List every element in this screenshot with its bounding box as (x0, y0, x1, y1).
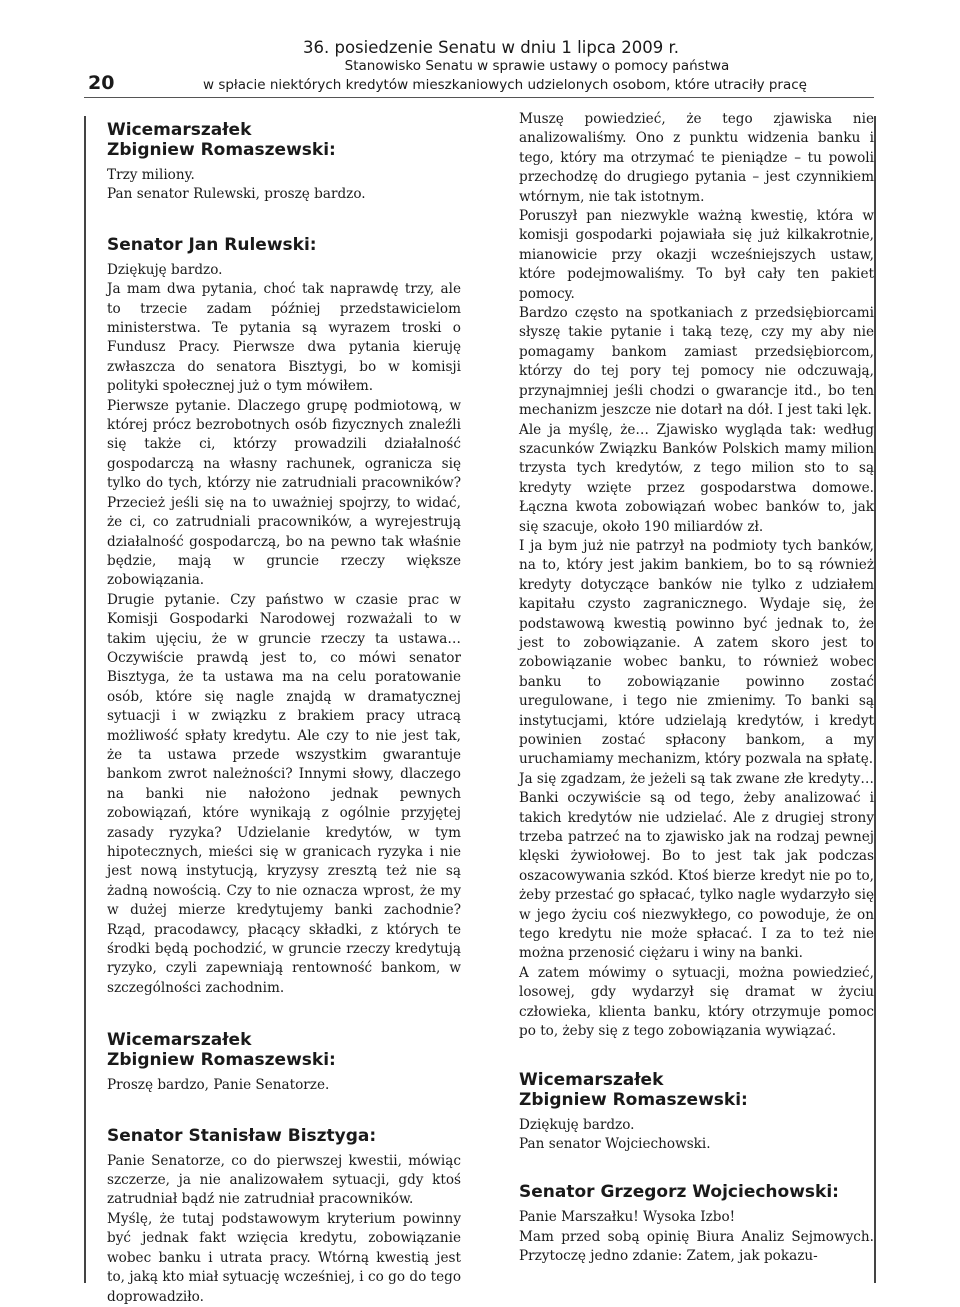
speaker-name: Zbigniew Romaszewski: (107, 1050, 336, 1071)
right-margin-rule (874, 116, 876, 1283)
page-number: 20 (88, 72, 115, 94)
paragraph: Pan senator Wojciechowski. (519, 1135, 711, 1152)
paragraph: Myślę, że tutaj podstawowym kryterium powinny być jednak fakt wzięcia kredytu, zobowiązanie wobec banku i utrata pracy. Wtórną kwestią jest to, jaką kto miał sytuację wcześniej, i co go do tego doprowadziło. (107, 1210, 461, 1305)
header-subtitle-line-1: Stanowisko Senatu w sprawie ustawy o pomocy państwa (344, 58, 730, 74)
header-divider (84, 97, 874, 98)
speaker-name: Zbigniew Romaszewski: (107, 140, 336, 160)
paragraph: Ale ja myślę, że… Zjawisko wygląda tak: według szacunków Związku Banków Polskich mamy milion trzysta tych kredytów, z tego milion sto to są kredyty wzięte przez gospodarstwa domowe. Łączna kwota zobowiązań wobec banków to, jak się szacuje, około 190 miliardów zł. (519, 421, 874, 535)
paragraph: A zatem mówimy o sytuacji, można powiedzieć, losowej, gdy wydarzył się dramat w życiu człowieka, klienta banku, który otrzymuje pomoc po to, żeby się z tego zobowiązania wywiązać. (519, 964, 874, 1040)
speaker-name: Senator Jan Rulewski: (107, 234, 317, 255)
paragraph: Pan senator Rulewski, proszę bardzo. (107, 186, 366, 203)
speaker-heading (107, 1126, 461, 1146)
speaker-heading (107, 120, 461, 160)
speaker-heading (519, 1182, 874, 1202)
speaker-name: Zbigniew Romaszewski: (519, 1089, 748, 1110)
paragraph: Poruszył pan niezwykle ważną kwestię, która w komisji gospodarki pojawiała się już kilkakrotnie, mianowicie przy okazji wcześniejszych ustaw, które podejmowaliśmy. To był cały ten pakiet pomocy. (519, 208, 874, 302)
speaker-heading (107, 1030, 461, 1070)
left-margin-rule (84, 116, 86, 1283)
paragraph: Proszę bardzo, Panie Senatorze. (107, 1077, 330, 1094)
speaker-name: Senator Grzegorz Wojciechowski: (519, 1182, 839, 1203)
paragraph: Bardzo często na spotkaniach z przedsiębiorcami słyszę takie pytanie i taką tezę, czy my aby nie pomagamy bankom zamiast przedsiębiorcom, którzy do tej pory tej pomocy nie odczuwają, przynajmniej jeśli chodzi o gwarancje itd., bo ten mechanizm jeszcze nie dotarł na dół. I jest taki lęk. (519, 305, 874, 419)
paragraph: Dziękuję bardzo. (107, 261, 223, 278)
paragraph: Ja mam dwa pytania, choć tak naprawdę trzy, ale to trzecie zadam później przedstawicielom ministerstwa. Te pytania są wyrazem troski o Fundusz Pracy. Pierwsze dwa pytania kieruję zwłaszcza do senatora Bisztygi, bo w komisji polityki społecznej już o tym mówiłem. (107, 281, 461, 395)
paragraph: Panie Marszałku! Wysoka Izbo! (519, 1209, 736, 1226)
speaker-heading (107, 235, 461, 255)
speaker-heading (519, 1070, 874, 1110)
paragraph: Ja się zgadzam, że jeżeli są tak zwane złe kredyty… Banki oczywiście są od tego, żeby analizować i takich kredytów nie udzielać. Ale z drugiej strony trzeba patrzeć na to zjawisko jak na rodzaj pewnej klęski żywiołowej. Bo to jest tak jak podczas oszacowywania szkód. Ktoś bierze kredyt nie po to, żeby przestać go spłacać, tylko nagle wydarzyło się w jego życiu coś niezwykłego, co powoduje, że on tego kredytu nie może spłacać. I za to też nie można przenosić ciężaru i winy na banki. (519, 770, 874, 962)
paragraph: Muszę powiedzieć, że tego zjawiska nie analizowaliśmy. Ono z punktu widzenia banku i tego, który ma otrzymać te pieniądze – tu powoli przechodzę do drugiego pytania – jest czynnikiem wtórnym, nie tak istotnym. (519, 111, 874, 205)
paragraph: Trzy miliony. (107, 167, 195, 183)
paragraph: Panie Senatorze, co do pierwszej kwestii, mówiąc szczerze, ja nie analizowałem sytuacji, gdy ktoś zatrudniał bądź nie zatrudniał pracowników. (107, 1152, 461, 1208)
left-column (107, 110, 461, 1307)
paragraph: I ja bym już nie patrzył na podmioty tych banków, na to, który jest jakim bankiem, bo to są również kredyty dotyczące banków nie tylko z udziałem kapitału czysto zagranicznego. Wydaje się, że podstawową kwestią powinno być jednak to, że jest to zobowiązanie. A zatem skoro jest to zobowiązanie wobec banku, to również wobec banku to zobowiązanie powinno zostać uregulowane, i tego nie zmienimy. To banki są instytucjami, które udzielają kredytów, i kredyt powinien zostać spłacony bankom, a my uruchamiamy mechanizm, który pozwala na spłatę. (519, 537, 874, 768)
session-title: 36. posiedzenie Senatu w dniu 1 lipca 2009 r. (303, 38, 679, 57)
speaker-role: Wicemarszałek (107, 1030, 252, 1051)
page-header (0, 0, 960, 100)
speaker-role: Wicemarszałek (107, 120, 252, 140)
speaker-name: Senator Stanisław Bisztyga: (107, 1125, 377, 1146)
speaker-role: Wicemarszałek (519, 1069, 664, 1090)
paragraph: Drugie pytanie. Czy państwo w czasie prac w Komisji Gospodarki Narodowej rozważali to w takim ujęciu, że w gruncie rzeczy ta ustawa… Oczywiście prawdą jest to, co mówi senator Bisztyga, że ta ustawa ma na celu poratowanie osób, które się nagle znajdą w dramatycznej sytuacji i w związku z brakiem pracy utracą możliwość spłaty kredytu. Ale czy to nie jest tak, że ta ustawa przede wszystkim gwarantuje bankom zwrot należności? Innymi słowy, dlaczego na banki nie nałożono jednak pewnych zobowiązań, które wynikają z ogólnie przyjętej zasady ryzyka? Udzielanie kredytów, w tym hipotecznych, mieści się w granicach ryzyka i nie jest nową instytucją, kryzysy zresztą też nie są żadną nowością. Czy to nie oznacza wprost, że my w dużej mierze kredytujemy banki zachodnie? Rząd, pracodawcy, płacący składki, z których te środki będą pochodzić, w gruncie rzeczy kredytują ryzyko, czyli zapewniają rentowność bankom, w szczególności zachodnim. (107, 591, 461, 996)
paragraph: Dziękuję bardzo. (519, 1116, 635, 1133)
paragraph: Pierwsze pytanie. Dlaczego grupę podmiotową, w której prócz bezrobotnych osób fizycznych znaleźli się także ci, którzy prowadzili działalność gospodarczą na własny rachunek, ogranicza się tylko do tych, którzy nie zatrudniali pracowników? Przecież jeśli się na to uważniej spojrzy, to widać, że ci, co zatrudniali pracowników, a wyrejestrują działalność gospodarczą, bo na pewno tak właśnie będzie, mają w gruncie rzeczy większe zobowiązania. (107, 397, 461, 589)
header-subtitle-line-2: w spłacie niektórych kredytów mieszkaniowych udzielonych osobom, które utraciły pracę (203, 77, 807, 93)
right-column (519, 110, 874, 1267)
paragraph: Mam przed sobą opinię Biura Analiz Sejmowych. Przytoczę jedno zdanie: Zatem, jak pokazu- (519, 1228, 874, 1265)
